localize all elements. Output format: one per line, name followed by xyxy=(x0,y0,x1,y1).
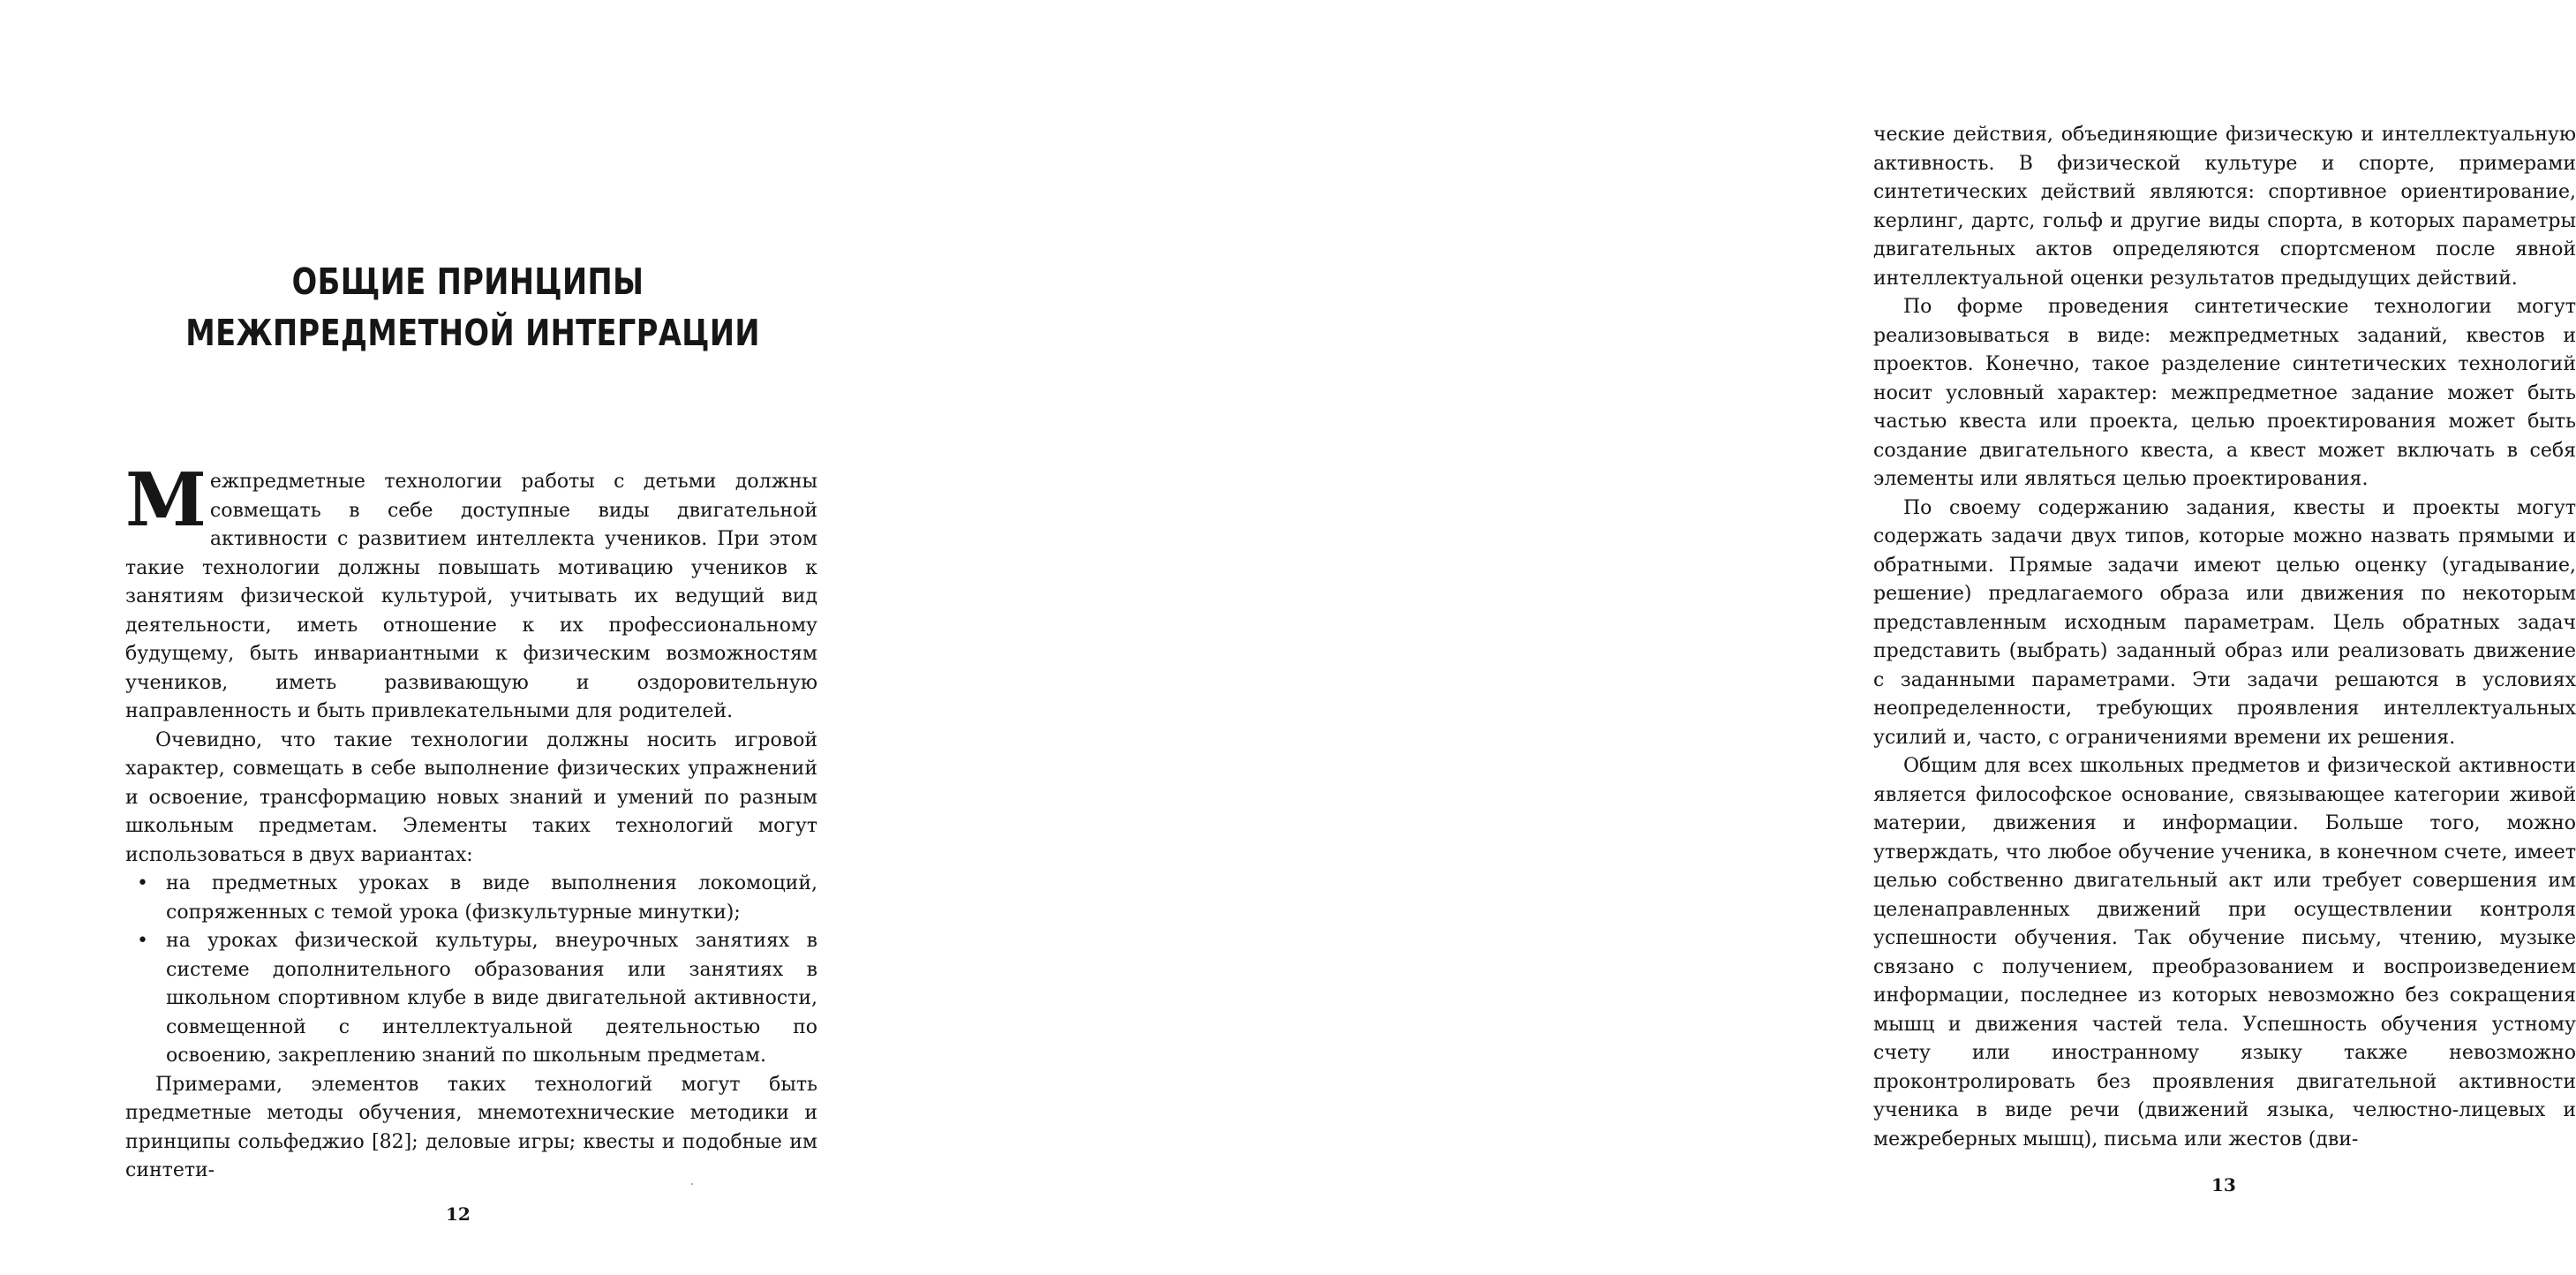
bullet-icon: • xyxy=(137,930,148,952)
paragraph: Очевидно, что такие технологии должны носить игровой характер, совмещать в себе выполнение физических упражнений и освоение, трансформацию новых знаний и умений по разным школьным предметам. Элементы таких технологий могут использоваться в двух вариантах: xyxy=(125,728,817,866)
left-page xyxy=(0,0,874,1275)
page-number: 13 xyxy=(2211,1174,2236,1196)
list-item xyxy=(125,870,817,927)
paragraph: ческие действия, объединяющие физическую и интеллектуальную активность. В физической культуре и спорте, примерами синтетических действий являются: спортивное ориентирование, керлинг, дартс, гольф и другие виды спорта, в которых параметры двигательных актов определяются спортсменом после явной интеллектуальной оценки результатов предыдущих действий. xyxy=(1873,124,2576,290)
list-item-text: на уроках физической культуры, внеурочных занятиях в системе дополнительного образования или занятиях в школьном спортивном клубе в виде двигательной активности, совмещенной с интеллектуальной деятельностью по освоению, закреплению знаний по школьным предметам. xyxy=(166,930,817,1067)
drop-cap: М xyxy=(125,456,207,543)
list-item xyxy=(125,927,817,1071)
paragraph: Примерами, элементов таких технологий могут быть предметные методы обучения, мнемотехнические методики и принципы сольфеджио [82]; деловые игры; квесты и подобные им синтети- xyxy=(125,1073,817,1181)
page-number: 12 xyxy=(446,1203,471,1225)
bullet-list xyxy=(125,870,817,1071)
paragraph: По своему содержанию задания, квесты и проекты могут содержать задачи двух типов, которые можно назвать прямыми и обратными. Прямые задачи имеют целью оценку (угадывание, решение) предлагаемого образа или движения по некоторым представленным исходным параметрам. Цель обратных задач представить (выбрать) заданный образ или реализовать движение с заданными параметрами. Эти задачи решаются в условиях неопределенности, требующих проявления интеллектуальных усилий и, часто, с ограничениями времени их решения. xyxy=(1873,496,2576,749)
bullet-icon: • xyxy=(137,872,148,894)
paragraph-text: ежпредметные технологии работы с детьми должны совмещать в себе доступные виды двигательной активности с развитием интеллекта учеников. При этом такие технологии должны повышать мотивацию учеников к занятиям физической культурой, учитывать их ведущий вид деятельности, иметь отношение к их профессиональному будущему, быть инвариантными к физическим возможностям учеников, иметь развивающую и оздоровительную направленность и быть привлекательными для родителей. xyxy=(125,471,817,722)
paragraph: Общим для всех школьных предметов и физической активности является философское основание, связывающее категории живой материи, движения и информации. Больше того, можно утверждать, что любое обучение ученика, в конечном счете, имеет целью собственно двигательный акт или требует совершения им целенаправленных движений при осуществлении контроля успешности обучения. Так обучение письму, чтению, музыке связано с получением, преобразованием и воспроизведением информации, последнее из которых невозможно без сокращения мышц и движения частей тела. Успешность обучения устному счету или иностранному языку также невозможно проконтролировать без проявления двигательной активности ученика в виде речи (движений языка, челюстно-лицевых и межреберных мышц), письма или жестов (дви- xyxy=(1873,755,2576,1151)
paragraph xyxy=(125,456,817,727)
scan-speck xyxy=(691,1183,693,1185)
chapter-title-line-1: ОБЩИЕ ПРИНЦИПЫ xyxy=(291,260,644,303)
right-page xyxy=(883,0,2576,1275)
paragraph: По форме проведения синтетические технологии могут реализовываться в виде: межпредметных заданий, квестов и проектов. Конечно, такое разделение синтетических технологий носит условный характер: межпредметное задание может быть частью квеста или проекта, целью проектирования может быть создание двигательного квеста, а квест может включать в себя элементы или являться целью проектирования. xyxy=(1873,296,2576,490)
chapter-title-line-2: МЕЖПРЕДМЕТНОЙ ИНТЕГРАЦИИ xyxy=(185,312,760,354)
list-item-text: на предметных уроках в виде выполнения локомоций, сопряженных с темой урока (физкультурные минутки); xyxy=(166,872,817,924)
left-body-text xyxy=(125,456,817,1186)
right-body-text xyxy=(1873,121,2576,1154)
chapter-title xyxy=(185,256,760,358)
